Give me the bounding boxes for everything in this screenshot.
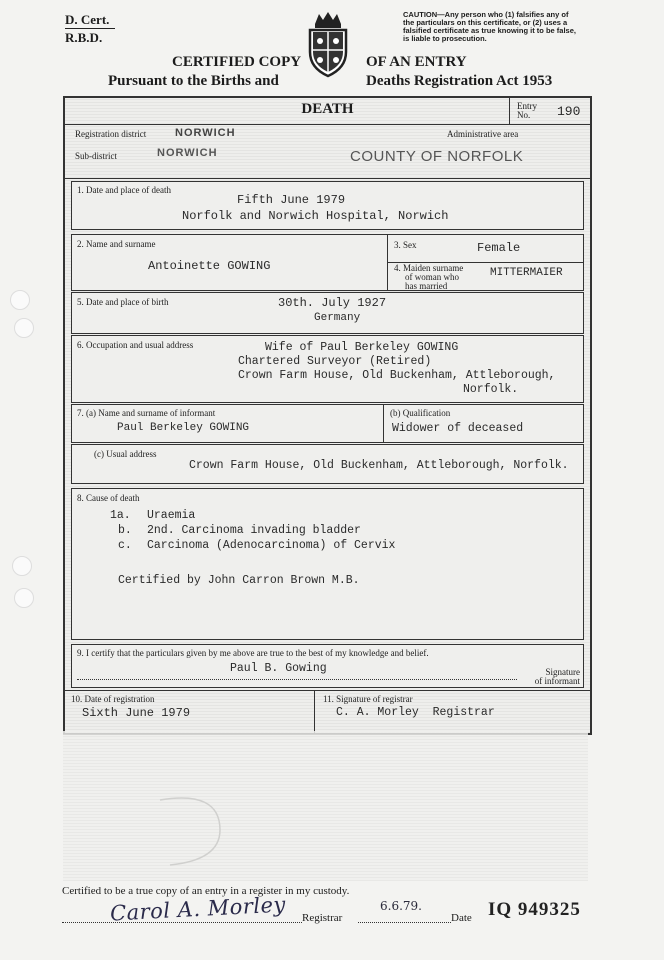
- registration-district-label: Registration district: [75, 129, 147, 139]
- field-1-label: 1. Date and place of death: [77, 185, 171, 195]
- title-right-2: Deaths Registration Act 1953: [366, 73, 553, 89]
- field-10-label: 10. Date of registration: [71, 694, 155, 704]
- field-4-label: 4. Maiden surname of woman who has married: [394, 263, 464, 291]
- registrar-signature-value: C. A. Morley Registrar: [336, 706, 495, 719]
- entry-no-value: 190: [557, 104, 581, 119]
- registrar-handwritten-signature: Carol A. Morley: [109, 892, 287, 926]
- field-name-sex-maiden: [71, 234, 584, 291]
- occupation-line-1: Wife of Paul Berkeley GOWING: [265, 341, 459, 354]
- address-line-2: Norfolk.: [463, 383, 519, 396]
- royal-crest-icon: [305, 10, 351, 82]
- informant-signature-value: Paul B. Gowing: [230, 662, 327, 675]
- admin-area-value: COUNTY OF NORFOLK: [350, 148, 524, 165]
- cert-code-top: D. Cert.: [65, 12, 110, 27]
- punch-hole: [10, 290, 30, 310]
- faded-background-area: [63, 731, 588, 881]
- deceased-name-value: Antoinette GOWING: [148, 259, 271, 273]
- field-7b-label: (b) Qualification: [390, 408, 451, 418]
- admin-area-label: Administrative area: [447, 129, 519, 139]
- cert-code-bottom: R.B.D.: [65, 30, 103, 45]
- death-date-value: Fifth June 1979: [237, 193, 346, 207]
- certification-date-value: 6.6.79.: [380, 899, 422, 913]
- informant-name-value: Paul Berkeley GOWING: [117, 422, 250, 434]
- death-entry-form: [63, 96, 592, 735]
- field-9-label: 9. I certify that the particulars given by me above are true to the best of my knowledge and belief.: [77, 648, 429, 658]
- cause-1b-number: b.: [118, 524, 132, 537]
- field-2-label: 2. Name and surname: [77, 239, 156, 249]
- form-heading: DEATH: [301, 101, 354, 117]
- punch-hole: [12, 556, 32, 576]
- maiden-surname-value: MITTERMAIER: [490, 267, 563, 279]
- field-informant-address: [71, 444, 584, 484]
- field-3-label: 3. Sex: [394, 240, 417, 250]
- paper-crease-mark: [150, 790, 230, 870]
- punch-hole: [14, 318, 34, 338]
- caution-text: CAUTION—Any person who (1) falsifies any of the particulars on this certificate, or (2) uses a falsified certificate as true knowing it to be false, is liable to prosecution.: [403, 10, 576, 43]
- cause-1a-text: Uraemia: [147, 509, 196, 522]
- registrar-label: Registrar: [302, 912, 343, 924]
- field-informant-signature: [71, 644, 584, 688]
- sex-value: Female: [477, 241, 521, 255]
- certified-statement: Certified to be a true copy of an entry in a register in my custody.: [62, 885, 350, 897]
- death-place-value: Norfolk and Norwich Hospital, Norwich: [182, 209, 449, 223]
- field-11-label: 11. Signature of registrar: [323, 694, 413, 704]
- field-cause-of-death: [71, 488, 584, 640]
- field-informant: [71, 404, 584, 443]
- field-6-label: 6. Occupation and usual address: [77, 340, 194, 350]
- birth-date-value: 30th. July 1927: [278, 296, 387, 310]
- informant-qualification-value: Widower of deceased: [392, 422, 524, 435]
- punch-hole: [14, 588, 34, 608]
- signature-of-informant-label: Signature of informant: [534, 667, 580, 686]
- title-left-1: CERTIFIED COPY: [172, 54, 302, 70]
- occupation-line-2: Chartered Surveyor (Retired): [238, 355, 432, 368]
- sub-district-label: Sub-district: [75, 151, 117, 161]
- sub-district-value: NORWICH: [157, 147, 218, 159]
- title-left-2: Pursuant to the Births and: [108, 73, 279, 89]
- entry-no-label: Entry No.: [517, 101, 537, 120]
- cert-code-rule: [65, 28, 115, 29]
- registration-district-value: NORWICH: [175, 127, 236, 139]
- field-5-label: 5. Date and place of birth: [77, 297, 169, 307]
- cause-1c-number: c.: [118, 539, 132, 552]
- date-label: Date: [451, 912, 472, 924]
- informant-address-value: Crown Farm House, Old Buckenham, Attleborough, Norfolk.: [189, 459, 569, 472]
- field-7a-label: 7. (a) Name and surname of informant: [77, 408, 216, 418]
- field-date-place-of-death: [71, 181, 584, 230]
- cause-certified-by: Certified by John Carron Brown M.B.: [118, 574, 360, 587]
- registration-date-value: Sixth June 1979: [82, 706, 191, 720]
- birth-place-value: Germany: [314, 312, 361, 324]
- cause-1c-text: Carcinoma (Adenocarcinoma) of Cervix: [147, 539, 396, 552]
- serial-number: IQ 949325: [488, 899, 581, 920]
- field-8-label: 8. Cause of death: [77, 493, 140, 503]
- field-date-place-of-birth: [71, 292, 584, 334]
- cause-1b-text: 2nd. Carcinoma invading bladder: [147, 524, 361, 537]
- cause-1a-number: 1a.: [110, 509, 131, 522]
- title-right-1: OF AN ENTRY: [366, 54, 467, 70]
- field-occupation-address: [71, 335, 584, 403]
- address-line-1: Crown Farm House, Old Buckenham, Attleborough,: [238, 369, 556, 382]
- field-7c-label: (c) Usual address: [94, 449, 157, 459]
